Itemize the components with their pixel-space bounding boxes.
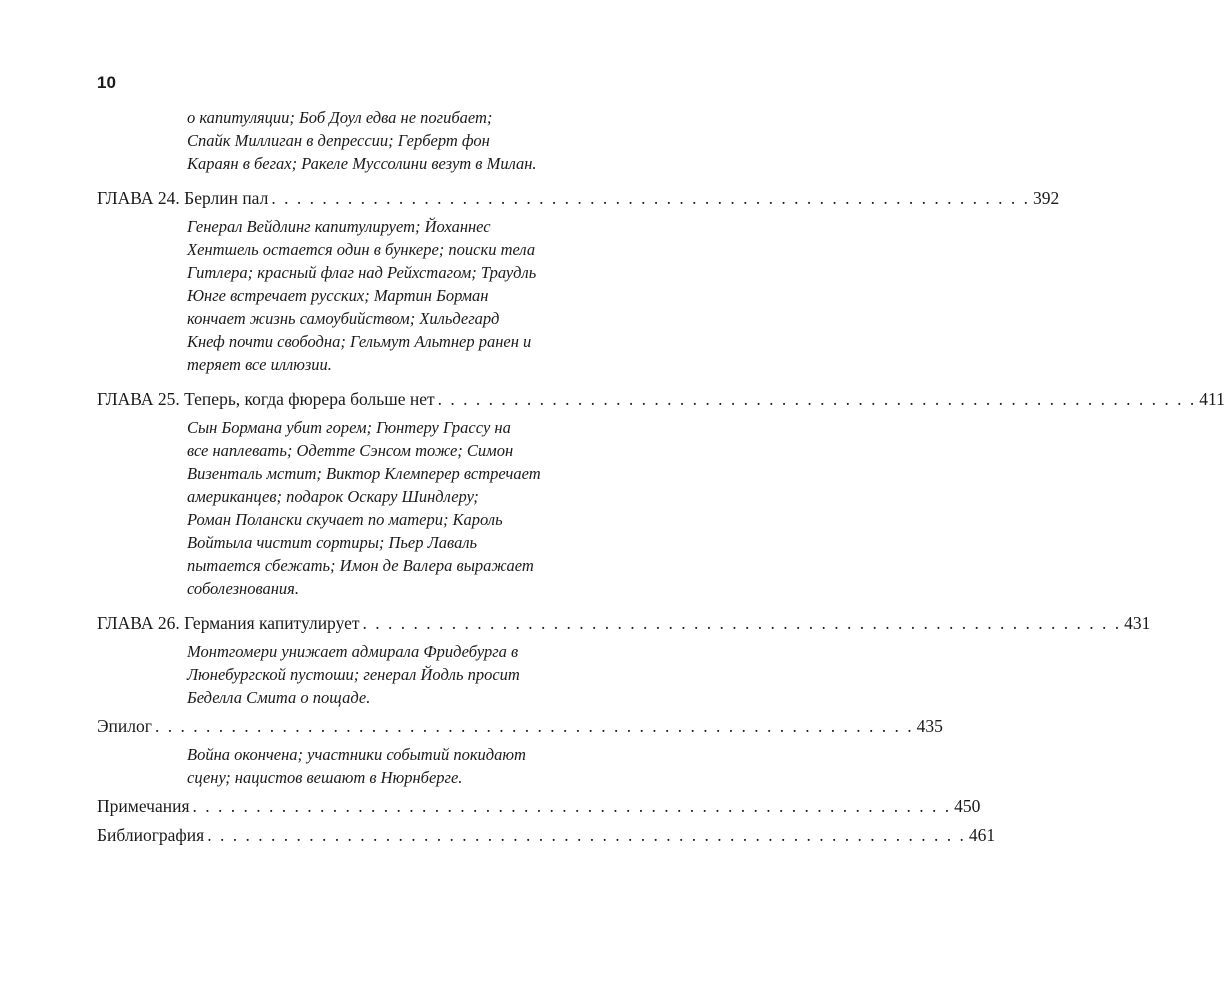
desc-line: соболезнования. [187,579,299,598]
entry-title: ГЛАВА 26. Германия капитулирует [97,613,360,633]
toc-entry-notes[interactable] [97,794,981,818]
entry-page: 435 [916,716,943,736]
dot-leader: . . . . . . . . . . . . . . . . . . . . . . . . . . . . . . . . . . . . . . . . . . . . . . . . . . . . . . . . . . . . [207,825,966,845]
dot-leader: . . . . . . . . . . . . . . . . . . . . . . . . . . . . . . . . . . . . . . . . . . . . . . . . . . . . . . . . . . . . [271,188,1030,208]
desc-line: Беделла Смита о пощаде. [187,688,371,707]
epilogue-description [187,743,559,789]
desc-line: сцену; нацистов вешают в Нюрнберге. [187,768,463,787]
desc-line: Визенталь мстит; Виктор Клемперер встречает [187,464,541,483]
page-number: 10 [97,73,116,92]
desc-line: Кнеф почти свободна; Гельмут Альтнер ранен и [187,332,532,351]
desc-line: теряет все иллюзии. [187,355,332,374]
desc-line: американцев; подарок Оскару Шиндлеру; [187,487,479,506]
desc-line: Юнге встречает русских; Мартин Борман [187,286,489,305]
desc-line: Война окончена; участники событий покидают [187,745,526,764]
toc-entry-epilogue[interactable] [97,714,943,738]
entry-page: 392 [1032,188,1060,208]
entry-title: Эпилог [97,716,152,736]
chapter-26-description [187,640,559,709]
entry-page: 450 [954,796,981,816]
dot-leader: . . . . . . . . . . . . . . . . . . . . . . . . . . . . . . . . . . . . . . . . . . . . . . . . . . . . . . . . . . . . [362,613,1122,633]
desc-line: пытается сбежать; Имон де Валера выражает [187,556,534,575]
desc-line: Монтгомери унижает адмирала Фридебурга в [187,642,519,661]
desc-line: все наплевать; Одетте Сэнсом тоже; Симон [187,441,514,460]
chapter-25-description [187,416,559,600]
toc-entry-chapter-26[interactable] [97,611,1151,635]
desc-line: Генерал Вейдлинг капитулирует; Йоханнес [187,217,491,236]
desc-line: Войтыла чистит сортиры; Пьер Лаваль [187,533,478,552]
dot-leader: . . . . . . . . . . . . . . . . . . . . . . . . . . . . . . . . . . . . . . . . . . . . . . . . . . . . . . . . . . . . [192,796,952,816]
continuation-description [187,106,559,175]
desc-line: Сын Бормана убит горем; Гюнтеру Грассу на [187,418,511,437]
toc-entry-bibliography[interactable] [97,823,996,847]
desc-line: Гитлера; красный флаг над Рейхстагом; Траудль [187,263,537,282]
chapter-24-description [187,215,559,376]
desc-line: Роман Полански скучает по матери; Кароль [187,510,503,529]
entry-title: Примечания [97,796,190,816]
desc-line: Спайк Миллиган в депрессии; Герберт фон [187,131,490,150]
entry-page: 461 [968,825,996,845]
desc-line: кончает жизнь самоубийством; Хильдегард [187,309,500,328]
table-of-contents [97,106,1225,847]
entry-page: 431 [1124,613,1151,633]
desc-line: о капитуляции; Боб Доул едва не погибает; [187,108,493,127]
entry-title: Библиография [97,825,205,845]
entry-title: ГЛАВА 25. Теперь, когда фюрера больше нет [97,389,435,409]
entry-page: 411 [1199,389,1225,409]
dot-leader: . . . . . . . . . . . . . . . . . . . . . . . . . . . . . . . . . . . . . . . . . . . . . . . . . . . . . . . . . . . . [437,389,1197,409]
dot-leader: . . . . . . . . . . . . . . . . . . . . . . . . . . . . . . . . . . . . . . . . . . . . . . . . . . . . . . . . . . . . [154,716,914,736]
toc-entry-chapter-25[interactable] [97,387,1225,411]
desc-line: Караян в бегах; Ракеле Муссолини везут в Милан. [187,154,537,173]
desc-line: Люнебургской пустоши; генерал Йодль просит [187,665,520,684]
desc-line: Хентшель остается один в бункере; поиски тела [187,240,536,259]
toc-entry-chapter-24[interactable] [97,186,1060,210]
entry-title: ГЛАВА 24. Берлин пал [97,188,269,208]
